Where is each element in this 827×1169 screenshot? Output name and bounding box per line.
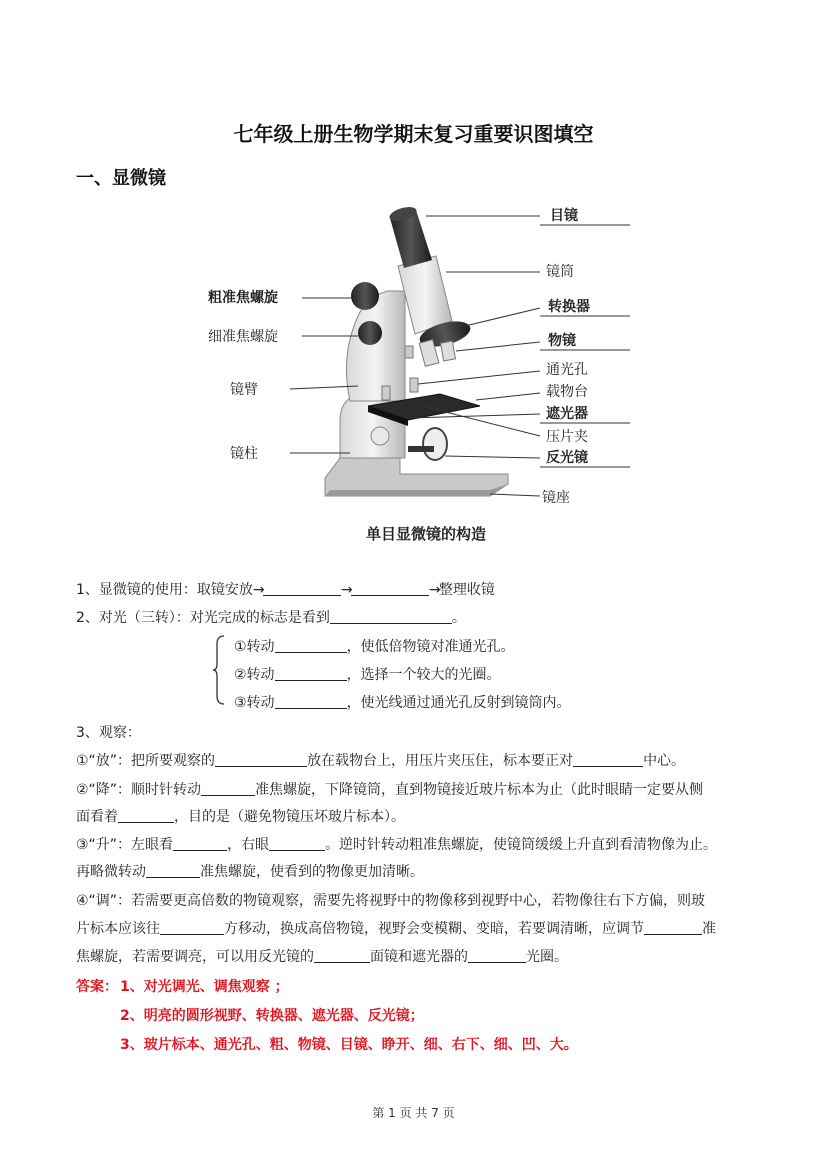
answer-1: 1、对光调光、调焦观察 ；: [120, 979, 289, 995]
label-tube: 镜筒: [546, 264, 574, 280]
blank[interactable]: [314, 948, 370, 963]
question-2-item-1: ①转动 ，使低倍物镜对准通光孔。: [234, 639, 515, 655]
blank[interactable]: [275, 666, 347, 681]
label-stage: 载物台: [546, 384, 588, 400]
coarse-knob: [351, 282, 379, 310]
label-arm: 镜臂: [230, 382, 258, 398]
blank[interactable]: [263, 581, 341, 596]
blank[interactable]: [644, 920, 702, 935]
blank[interactable]: [573, 752, 643, 767]
label-diaphragm: 遮光器: [546, 406, 588, 422]
answer-2: 2、明亮的圆形视野、转换器、遮光器、反光镜；: [120, 1008, 424, 1024]
blank[interactable]: [275, 638, 347, 653]
label-mirror: 反光镜: [546, 450, 588, 466]
question-3-tiao-line-1: ④“调”：若需要更高倍数的物镜观察，需要先将视野中的物像移到视野中心，若物像往右下方偏，则玻: [76, 893, 706, 909]
blank[interactable]: [351, 581, 429, 596]
question-3-title: 3、观察：: [76, 725, 141, 741]
blank[interactable]: [468, 948, 526, 963]
question-3-tiao-line-3: 焦螺旋，若需要调亮，可以用反光镜的 面镜和遮光器的 光圈。: [76, 949, 568, 965]
fine-knob: [358, 321, 382, 345]
label-coarse-knob: 粗准焦螺旋: [208, 290, 278, 306]
page-title: 七年级上册生物学期末复习重要识图填空: [233, 122, 594, 146]
blank[interactable]: [118, 808, 174, 823]
label-eyepiece: 目镜: [550, 208, 578, 224]
blank[interactable]: [146, 863, 200, 878]
mirror-shape: [423, 428, 447, 460]
question-2: 2、对光（三转）：对光完成的标志是看到 。: [76, 610, 466, 626]
blank[interactable]: [215, 752, 307, 767]
figure-caption: 单目显微镜的构造: [366, 525, 487, 543]
blank[interactable]: [330, 609, 452, 624]
page-footer: 第 1 页 共 7 页: [372, 1106, 455, 1120]
question-3-fang: ①“放”：把所要观察的 放在载物台上，用压片夹压住，标本要正对 中心。: [76, 753, 686, 769]
blank[interactable]: [173, 836, 227, 851]
blank[interactable]: [275, 694, 347, 709]
question-3-sheng-line-1: ③“升”：左眼看 ，右眼 。逆时针转动粗准焦螺旋，使镜筒缓缓上升直到看清物像为止。: [76, 837, 718, 853]
section-heading-microscope: 一、显微镜: [76, 168, 166, 189]
label-base: 镜座: [542, 490, 570, 506]
label-pillar: 镜柱: [230, 446, 258, 462]
label-aperture: 通光孔: [546, 362, 588, 378]
question-3-tiao-line-2: 片标本应该往 方移动，换成高倍物镜，视野会变模糊、变暗，若要调清晰，应调节 准: [76, 921, 716, 937]
blank[interactable]: [269, 836, 325, 851]
arm-shape: [346, 291, 405, 401]
blank[interactable]: [160, 920, 224, 935]
brace-icon: [212, 634, 226, 706]
label-nosepiece: 转换器: [548, 299, 590, 315]
tube-shape: [398, 256, 452, 334]
answer-label: 答案：: [76, 979, 118, 995]
question-1: 1、显微镜的使用：取镜安放→ → →整理收镜: [76, 582, 495, 598]
question-3-jiang-line-1: ②“降”：顺时针转动 准焦螺旋，下降镜筒，直到物镜接近玻片标本为止（此时眼睛一定要从侧: [76, 782, 704, 798]
question-3-sheng-line-2: 再略微转动 准焦螺旋，使看到的物像更加清晰。: [76, 864, 424, 880]
answer-3: 3、玻片标本、通光孔、粗、物镜、目镜、睁开、细、右下、细、凹、大。: [120, 1037, 578, 1053]
label-stage-clip: 压片夹: [546, 429, 588, 445]
blank[interactable]: [201, 781, 255, 796]
label-fine-knob: 细准焦螺旋: [208, 329, 278, 345]
question-2-item-2: ②转动 ，选择一个较大的光圈。: [234, 667, 501, 683]
question-2-item-3: ③转动 ，使光线通过通光孔反射到镜筒内。: [234, 695, 571, 711]
question-3-jiang-line-2: 面看着 ，目的是（避免物镜压坏玻片标本）。: [76, 809, 405, 825]
microscope-diagram: [190, 196, 650, 556]
label-objective: 物镜: [548, 333, 576, 349]
